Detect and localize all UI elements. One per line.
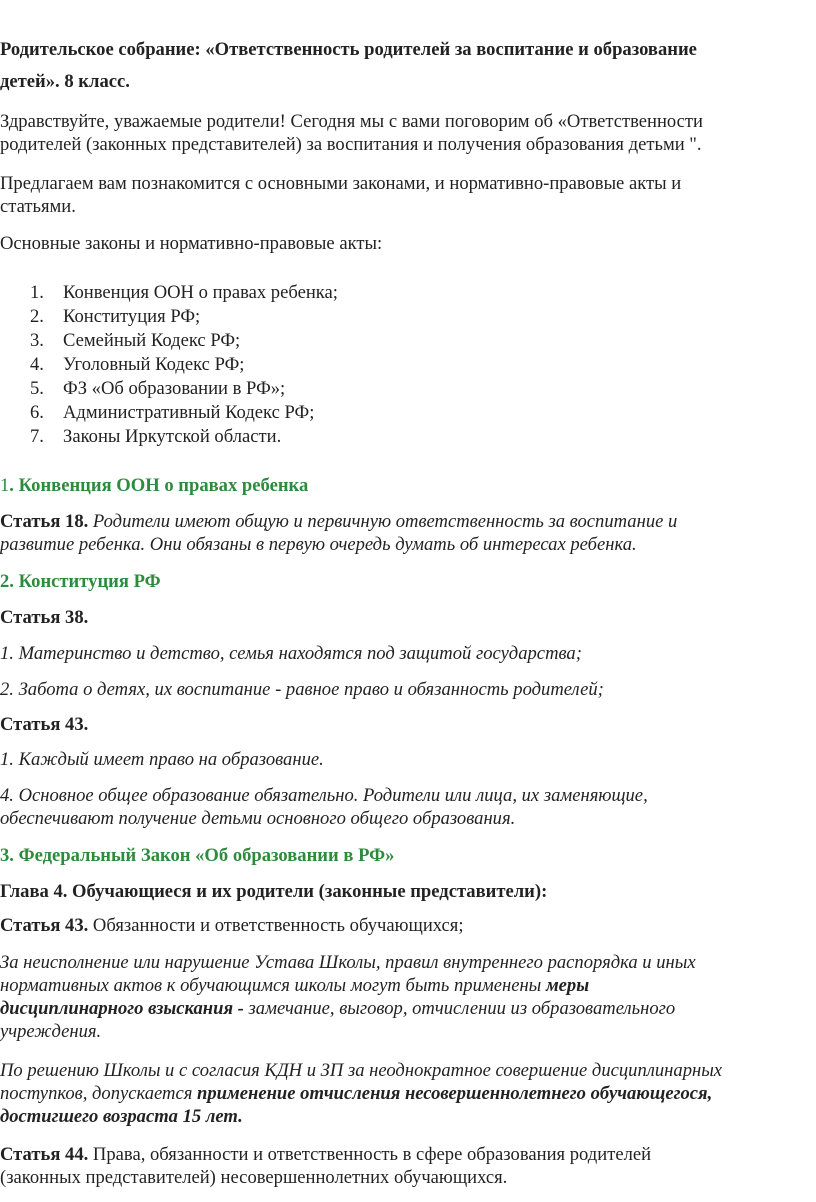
offer-line-1: Предлагаем вам познакомится с основными законами, и нормативно-правовые акты и (0, 173, 682, 194)
article-38-item-1: 1. Материнство и детство, семья находятся под защитой государства; (0, 643, 582, 664)
fz-paragraph-1: За неисполнение или нарушение Устава Школы, правил внутреннего распорядка и иных нормативных актов к обучающимся школы могут быть применены меры дисциплинарного взыскания - замечание, выговор, отчислении из образовательного учреждения. (0, 952, 696, 1042)
title-line-1: Родительское собрание: «Ответственность родителей за воспитание и образование (0, 39, 697, 60)
article-43-item-1: 1. Каждый имеет право на образование. (0, 749, 324, 770)
section-1-article-18: Статья 18. Родители имеют общую и первичную ответственность за воспитание и развитие ребенка. Они обязаны в первую очередь думать об интересах ребенка. (0, 511, 678, 555)
article-43-item-4: 4. Основное общее образование обязательно. Родители или лица, их заменяющие, обеспечивают получение детьми основного общего образования. (0, 785, 648, 829)
title-line-2: детей». 8 класс. (0, 71, 130, 92)
chapter-4-heading: Глава 4. Обучающиеся и их родители (законные представители): (0, 881, 548, 902)
offer-line-2: статьями. (0, 196, 76, 217)
section-3-heading: 3. Федеральный Закон «Об образовании в РФ» (0, 845, 395, 866)
article-43-label: Статья 43. (0, 714, 89, 735)
section-1-heading: 1. Конвенция ООН о правах ребенка (0, 475, 309, 496)
article-38-label: Статья 38. (0, 607, 89, 628)
laws-heading: Основные законы и нормативно-правовые акты: (0, 233, 383, 254)
fz-article-44: Статья 44. Права, обязанности и ответственность в сфере образования родителей (законных представителей) несовершеннолетних обучающихся. (0, 1144, 652, 1188)
intro-line-2: родителей (законных представителей) за воспитания и получения образования детьми ". (0, 134, 702, 155)
offer-paragraph (0, 172, 816, 218)
article-38-item-2: 2. Забота о детях, их воспитание - равное право и обязанность родителей; (0, 679, 604, 700)
fz-paragraph-2: По решению Школы и с согласия КДН и ЗП за неоднократное совершение дисциплинарных поступков, допускается применение отчисления несовершеннолетнего обучающегося, достигшего возраста 15 лет. (0, 1060, 723, 1127)
section-2-heading: 2. Конституция РФ (0, 571, 161, 592)
intro-line-1: Здравствуйте, уважаемые родители! Сегодня мы с вами поговорим об «Ответственности (0, 111, 704, 132)
fz-article-43: Статья 43. Обязанности и ответственность обучающихся; (0, 915, 464, 936)
document-title (0, 34, 816, 98)
article-label: Статья 18. (0, 511, 89, 532)
intro-paragraph (0, 110, 816, 156)
